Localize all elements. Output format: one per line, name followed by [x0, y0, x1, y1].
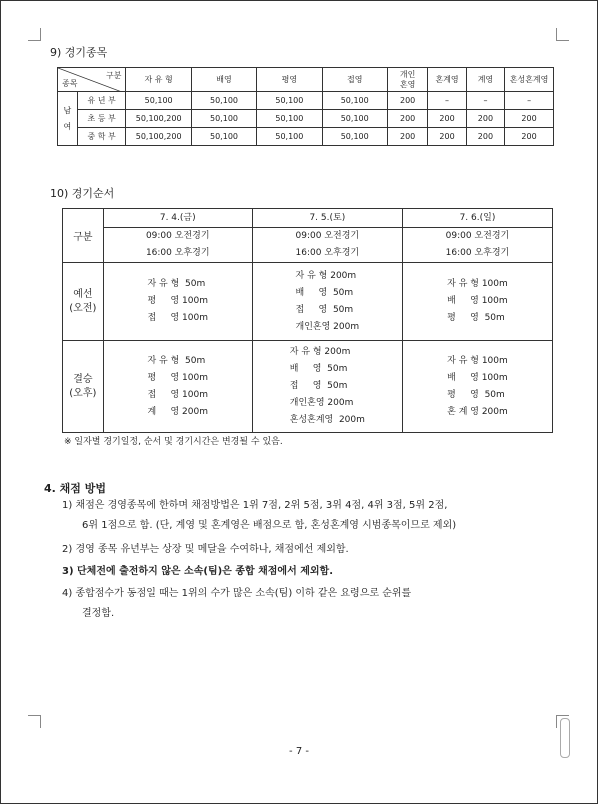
- event-line: 배 영 100m: [447, 372, 508, 383]
- table-cell: 200: [387, 92, 427, 110]
- scoring-item: 결정함.: [82, 608, 115, 619]
- section-9-heading: 9) 경기종목: [50, 46, 108, 59]
- schedule-header-label: 구분: [63, 209, 104, 263]
- table-cell: 50,100,200: [126, 128, 191, 146]
- col-header: 혼성혼계영: [505, 68, 554, 92]
- day-header: [103, 209, 252, 263]
- row-label: 중 학 부: [77, 128, 126, 146]
- event-line: 혼성혼계영 200m: [289, 415, 365, 425]
- event-line: 자 유 형 100m: [447, 355, 508, 366]
- events-corner-cell: [58, 68, 126, 92]
- day-am: 09:00 오전경기: [253, 227, 402, 245]
- event-line: 평 영 50m: [447, 389, 505, 400]
- table-cell: 50,100: [322, 110, 387, 128]
- event-line: 자 유 형 50m: [147, 279, 206, 289]
- prelim-cell: [252, 263, 402, 341]
- event-line: 혼 계 영 200m: [447, 406, 508, 417]
- day-am: 09:00 오전경기: [403, 227, 552, 245]
- event-line: 개인혼영 200m: [295, 321, 360, 332]
- final-cell: [252, 341, 402, 433]
- event-line: 접 영 50m: [295, 304, 354, 315]
- event-line: 평 영 50m: [447, 313, 505, 323]
- scoring-item: 6위 1점으로 함. (단, 계영 및 혼계영은 배점으로 함, 혼성혼계영 시범종목이므로 제외): [82, 520, 457, 531]
- day-header: [402, 209, 552, 263]
- event-line: 계 영 200m: [147, 406, 208, 417]
- corner-mark-bottom-left: [28, 715, 41, 728]
- table-cell: 50,100: [257, 128, 322, 146]
- col-header: 접영: [322, 68, 387, 92]
- schedule-table: [62, 208, 553, 433]
- table-cell: 50,100: [257, 92, 322, 110]
- table-cell: –: [505, 92, 554, 110]
- page-number: - 7 -: [289, 746, 309, 757]
- scoring-item: 1) 채점은 경영종목에 한하며 채점방법은 1위 7점, 2위 5점, 3위 4점, 4위 3점, 5위 2점,: [62, 500, 448, 511]
- table-cell: 50,100: [191, 110, 256, 128]
- table-cell: 200: [387, 110, 427, 128]
- table-cell: –: [466, 92, 504, 110]
- events-table: [57, 67, 554, 146]
- table-cell: 50,100: [191, 92, 256, 110]
- table-cell: 50,100: [322, 92, 387, 110]
- scoring-item: 4) 종합점수가 동점일 때는 1위의 수가 많은 소속(팀) 이하 같은 요령으로 순위를: [62, 588, 412, 599]
- event-line: 자 유 형 200m: [289, 347, 351, 357]
- table-cell: 50,100: [322, 128, 387, 146]
- col-header: 계영: [466, 68, 504, 92]
- corner-bottom-label: 종목: [62, 79, 78, 88]
- table-cell: 200: [466, 128, 504, 146]
- scoring-item: 3) 단체전에 출전하지 않은 소속(팀)은 종합 채점에서 제외함.: [62, 566, 334, 577]
- day-am: 09:00 오전경기: [104, 227, 252, 245]
- event-line: 자 유 형 100m: [447, 279, 508, 289]
- day-header: [252, 209, 402, 263]
- event-line: 접 영 100m: [147, 389, 208, 400]
- event-line: 접 영 100m: [147, 313, 208, 323]
- day-pm: 16:00 오후경기: [445, 247, 510, 258]
- table-cell: 200: [428, 128, 466, 146]
- event-line: 개인혼영 200m: [289, 398, 354, 408]
- final-cell: [103, 341, 252, 433]
- prelim-cell: [103, 263, 252, 341]
- corner-mark-top-left: [28, 28, 41, 41]
- event-line: 자 유 형 50m: [147, 355, 206, 366]
- table-cell: 200: [505, 128, 554, 146]
- day-date: 7. 4.(금): [159, 212, 196, 223]
- table-cell: –: [428, 92, 466, 110]
- corner-mark-top-right: [556, 28, 569, 41]
- table-cell: 200: [505, 110, 554, 128]
- final-label: 결승 (오후): [63, 341, 104, 433]
- col-header: 혼계영: [428, 68, 466, 92]
- day-pm: 16:00 오후경기: [295, 247, 360, 258]
- section-10-heading: 10) 경기순서: [50, 187, 115, 200]
- event-line: 배 영 50m: [289, 364, 348, 374]
- section-4-heading: 4. 채점 방법: [44, 482, 106, 495]
- prelim-cell: [402, 263, 552, 341]
- final-cell: [402, 341, 552, 433]
- day-date: 7. 6.(일): [459, 212, 496, 223]
- table-cell: 200: [466, 110, 504, 128]
- row-label: 초 등 부: [77, 110, 126, 128]
- table-cell: 50,100,200: [126, 110, 191, 128]
- event-line: 평 영 100m: [147, 296, 208, 306]
- row-label: 유 년 부: [77, 92, 126, 110]
- schedule-note: ※ 일자별 경기일정, 순서 및 경기시간은 변경될 수 있음.: [64, 437, 283, 447]
- scoring-item: 2) 경영 종목 유년부는 상장 및 메달을 수여하나, 채점에선 제외함.: [62, 544, 349, 555]
- prelim-label: 예선 (오전): [63, 263, 104, 341]
- day-pm: 16:00 오후경기: [145, 247, 210, 258]
- table-cell: 50,100: [191, 128, 256, 146]
- table-cell: 50,100: [126, 92, 191, 110]
- col-header: 배영: [191, 68, 256, 92]
- day-date: 7. 5.(토): [309, 212, 346, 223]
- event-line: 자 유 형 200m: [295, 270, 357, 281]
- col-header: 자 유 형: [126, 68, 191, 92]
- table-cell: 200: [387, 128, 427, 146]
- col-header: 개인 혼영: [387, 68, 427, 92]
- event-line: 평 영 100m: [147, 372, 208, 383]
- corner-top-label: 구분: [106, 71, 122, 80]
- table-cell: 50,100: [257, 110, 322, 128]
- event-line: 배 영 100m: [447, 296, 508, 306]
- table-cell: 200: [428, 110, 466, 128]
- col-header: 평영: [257, 68, 322, 92]
- event-line: 접 영 50m: [289, 381, 348, 391]
- gender-label: 남 여: [58, 92, 78, 146]
- event-line: 배 영 50m: [295, 287, 354, 298]
